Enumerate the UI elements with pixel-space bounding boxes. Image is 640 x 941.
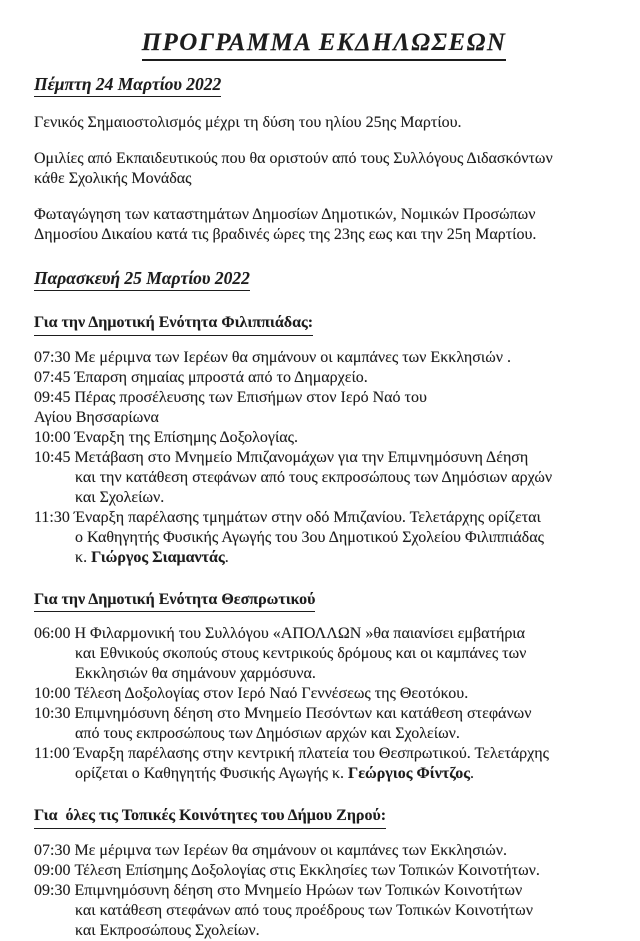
time-label: 11:30 <box>34 508 70 526</box>
section-heading: Για την Δημοτική Ενότητα Θεσπρωτικού <box>34 590 315 613</box>
text-line: και την κατάθεση στεφάνων από τους εκπροσώπους των Δημόσιων αρχών <box>75 468 553 486</box>
bold-name: Γιώργος Σιαμαντάς <box>91 548 225 566</box>
time-label: 07:30 <box>34 348 71 366</box>
paragraph <box>34 113 614 133</box>
schedule-item <box>34 428 614 448</box>
section-heading-wrap <box>34 313 614 336</box>
schedule-item <box>34 448 614 508</box>
time-label: 10:00 <box>34 685 71 702</box>
schedule-item <box>34 624 614 684</box>
text-line: 10:00 Τέλεση Δοξολογίας στον Ιερό Ναό Γεννέσεως της Θεοτόκου. <box>34 685 469 702</box>
schedule-items <box>34 841 614 941</box>
schedule-item <box>34 684 614 704</box>
schedule-item <box>34 704 614 744</box>
text-line: Αγίου Βησσαρίωνα <box>34 408 159 426</box>
text-line: Γενικός Σημαιοστολισμός μέχρι τη δύση του ηλίου 25ης Μαρτίου. <box>34 114 462 131</box>
text-line: 09:30 Επιμνημόσυνη δέηση στο Μνημείο Ηρώων των Τοπικών Κοινοτήτων <box>34 881 523 899</box>
text-line: 07:30 Με μέριμνα των Ιερέων θα σημάνουν οι καμπάνες των Εκκλησιών . <box>34 348 511 366</box>
text-line: ορίζεται ο Καθηγητής Φυσικής Αγωγής κ. Γεώργιος Φίντζος. <box>75 765 475 782</box>
schedule-item <box>34 388 614 428</box>
text-line: ο Καθηγητής Φυσικής Αγωγής του 3ου Δημοτικού Σχολείου Φιλιππιάδας <box>75 528 544 546</box>
schedule-section <box>34 313 614 568</box>
section-heading-wrap <box>34 590 614 613</box>
time-label: 10:00 <box>34 428 71 446</box>
schedule-item <box>34 881 614 941</box>
text-line: 07:30 Με μέριμνα των Ιερέων θα σημάνουν οι καμπάνες των Εκκλησιών. <box>34 841 507 859</box>
section-heading: Για την Δημοτική Ενότητα Φιλιππιάδας: <box>34 313 313 336</box>
time-label: 09:00 <box>34 861 71 879</box>
text-line: και Σχολείων. <box>75 488 165 506</box>
title-wrap <box>34 28 614 61</box>
schedule-item <box>34 744 614 784</box>
schedule-section <box>34 806 614 941</box>
time-label: 10:30 <box>34 705 71 722</box>
paragraph <box>34 205 614 245</box>
schedule-item <box>34 348 614 368</box>
text-line: 09:00 Τέλεση Επίσημης Δοξολογίας στις Εκκλησίες των Τοπικών Κοινοτήτων. <box>34 861 540 879</box>
text-line: κάθε Σχολικής Μονάδας <box>34 170 192 187</box>
text-line: Εκκλησιών θα σημάνουν χαρμόσυνα. <box>75 665 316 682</box>
section-heading: Για όλες τις Τοπικές Κοινότητες του Δήμου Ζηρού: <box>34 806 386 829</box>
text-line: 06:00 Η Φιλαρμονική του Συλλόγου «ΑΠΟΛΛΩΝ »θα παιανίσει εμβατήρια <box>34 625 525 642</box>
day1-heading-wrap <box>34 73 614 97</box>
text-line: 10:30 Επιμνημόσυνη δέηση στο Μνημείο Πεσόντων και κατάθεση στεφάνων <box>34 705 532 722</box>
time-label: 10:45 <box>34 448 71 466</box>
text-line: 11:30 Έναρξη παρέλασης τμημάτων στην οδό Μπιζανίου. Τελετάρχης ορίζεται <box>34 508 541 526</box>
section-heading-wrap <box>34 806 614 829</box>
page-title: ΠΡΟΓΡΑΜΜΑ ΕΚΔΗΛΩΣΕΩΝ <box>142 28 507 61</box>
schedule-items <box>34 348 614 568</box>
time-label: 06:00 <box>34 625 71 642</box>
schedule-items <box>34 624 614 784</box>
text-line: από τους εκπροσώπους των Δημόσιων αρχών και Σχολείων. <box>75 725 460 742</box>
bold-name: Γεώργιος Φίντζος <box>348 765 471 782</box>
time-label: 07:45 <box>34 368 71 386</box>
schedule-item <box>34 368 614 388</box>
text-line: και Εκπροσώπους Σχολείων. <box>75 921 260 939</box>
day1-heading: Πέμπτη 24 Μαρτίου 2022 <box>34 73 221 97</box>
time-label: 09:30 <box>34 881 71 899</box>
text-line: 10:00 Έναρξη της Επίσημης Δοξολογίας. <box>34 428 299 446</box>
text-line: κ. Γιώργος Σιαμαντάς. <box>75 548 229 566</box>
paragraph <box>34 149 614 189</box>
text-line: Δημοσίου Δικαίου κατά τις βραδινές ώρες της 23ης εως και την 25η Μαρτίου. <box>34 226 537 243</box>
time-label: 11:00 <box>34 745 70 762</box>
day2-heading: Παρασκευή 25 Μαρτίου 2022 <box>34 267 250 291</box>
text-line: και κατάθεση στεφάνων από τους προέδρους των Τοπικών Κοινοτήτων <box>75 901 533 919</box>
day1-paragraphs <box>34 113 614 245</box>
text-line: 09:45 Πέρας προσέλευσης των Επισήμων στον Ιερό Ναό του <box>34 388 427 406</box>
time-label: 09:45 <box>34 388 71 406</box>
text-line: Φωταγώγηση των καταστημάτων Δημοσίων Δημοτικών, Νομικών Προσώπων <box>34 206 536 223</box>
text-line: και Εθνικούς σκοπούς στους κεντρικούς δρόμους και οι καμπάνες των <box>75 645 527 662</box>
schedule-item <box>34 508 614 568</box>
day2-heading-wrap <box>34 267 614 291</box>
text-line: 07:45 Έπαρση σημαίας μπροστά από το Δημαρχείο. <box>34 368 368 386</box>
time-label: 07:30 <box>34 841 71 859</box>
text-line: 11:00 Έναρξη παρέλασης στην κεντρική πλατεία του Θεσπρωτικού. Τελετάρχης <box>34 745 549 762</box>
schedule-section <box>34 590 614 785</box>
text-line: Ομιλίες από Εκπαιδευτικούς που θα οριστούν από τους Συλλόγους Διδασκόντων <box>34 150 553 167</box>
day2-sections <box>34 313 614 941</box>
text-line: 10:45 Μετάβαση στο Μνημείο Μπιζανομάχων για την Επιμνημόσυνη Δέηση <box>34 448 529 466</box>
schedule-item <box>34 841 614 861</box>
schedule-item <box>34 861 614 881</box>
